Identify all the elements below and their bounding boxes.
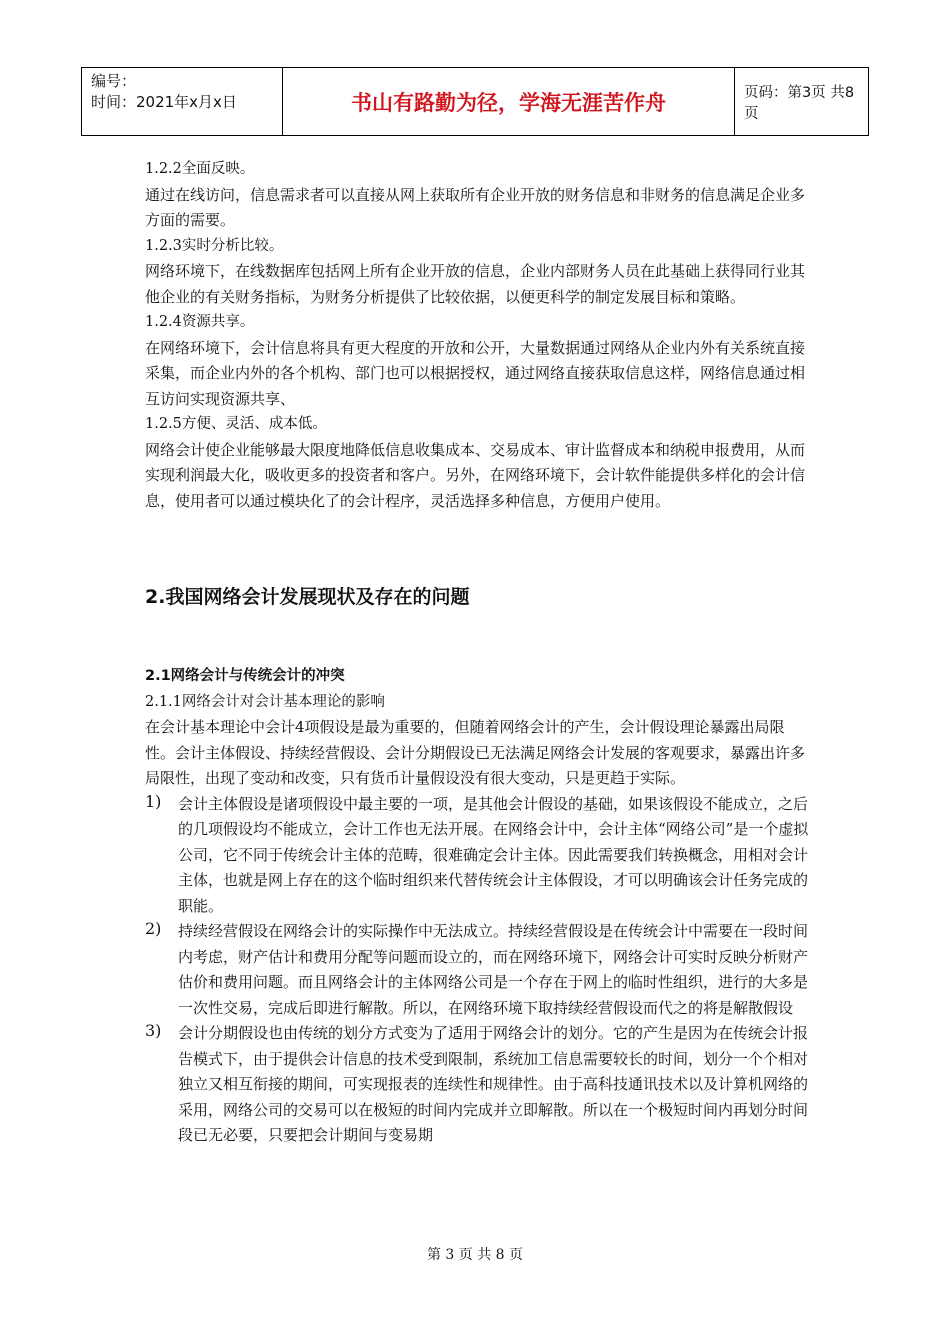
paragraph: 通过在线访问，信息需求者可以直接从网上获取所有企业开放的财务信息和非财务的信息满足企业多方面的需要。 <box>145 185 806 229</box>
section-2-1-title: 2.1网络会计与传统会计的冲突 <box>145 668 345 684</box>
page-footer: 第 3 页 共 8 页 <box>426 1247 524 1263</box>
paragraph: 网络环境下，在线数据库包括网上所有企业开放的信息，企业内部财务人员在此基础上获得同行业其他企业的有关财务指标，为财务分析提供了比较依据，以便更科学的制定发展目标和策略。 <box>145 262 806 306</box>
page-header <box>81 67 869 136</box>
list-number: 3) <box>145 1021 162 1040</box>
document-number-label: 编号： <box>91 72 137 90</box>
header-motto: 书山有路勤为径，学海无涯苦作舟 <box>283 68 735 135</box>
list-item-text: 会计主体假设是诸项假设中最主要的一项，是其他会计假设的基础，如果该假设不能成立，之后的几项假设均不能成立，会计工作也无法开展。在网络会计中，会计主体“网络公司”是一个虚拟公司，它不同于传统会计主体的范畴，很难确定会计主体。因此需要我们转换概念，用相对会计主体，也就是网上存在的这个临时组织来代替传统会计主体假设，才可以明确该会计任务完成的职能。 <box>178 794 809 915</box>
subheading-1-2-3: 1.2.3实时分析比较。 <box>145 237 284 254</box>
list-item <box>145 1021 810 1149</box>
list-item <box>145 792 810 920</box>
paragraph: 在会计基本理论中会计4项假设是最为重要的，但随着网络会计的产生，会计假设理论暴露出局限性。会计主体假设、持续经营假设、会计分期假设已无法满足网络会计发展的客观要求，暴露出许多局限性，出现了变动和改变，只有货币计量假设没有很大变动，只是更趋于实际。 <box>145 718 806 787</box>
list-number: 1) <box>145 791 162 811</box>
subheading-1-2-5: 1.2.5方便、灵活、成本低。 <box>145 416 327 432</box>
subheading-1-2-4: 1.2.4资源共享。 <box>145 314 255 330</box>
section-2-1-1-title: 2.1.1网络会计对会计基本理论的影响 <box>145 693 385 710</box>
section-2-title: 2.我国网络会计发展现状及存在的问题 <box>145 586 470 608</box>
document-body <box>145 157 810 1149</box>
paragraph: 网络会计使企业能够最大限度地降低信息收集成本、交易成本、审计监督成本和纳税申报费用，从而实现利润最大化，吸收更多的投资者和客户。另外，在网络环境下，会计软件能提供多样化的会计信息，使用者可以通过模块化了的会计程序，灵活选择多种信息，方便用户使用。 <box>145 440 806 510</box>
header-meta <box>82 68 283 135</box>
subheading-1-2-2: 1.2.2全面反映。 <box>145 161 255 177</box>
document-date-label: 时间：2021年x月x日 <box>91 93 237 111</box>
paragraph: 在网络环境下，会计信息将具有更大程度的开放和公开，大量数据通过网络从企业内外有关系统直接采集，而企业内外的各个机构、部门也可以根据授权，通过网络直接获取信息这样，网络信息通过相互访问实现资源共享、 <box>145 338 806 408</box>
header-page-code: 页码：第3页 共8页 <box>744 84 855 122</box>
list-number: 2) <box>145 919 162 938</box>
list-item-text: 会计分期假设也由传统的划分方式变为了适用于网络会计的划分。它的产生是因为在传统会计报告模式下，由于提供会计信息的技术受到限制，系统加工信息需要较长的时间，划分一个个相对独立又相互衔接的期间，可实现报表的连续性和规律性。由于高科技通讯技术以及计算机网络的采用，网络公司的交易可以在极短的时间内完成并立即解散。所以在一个极短时间内再划分时间段已无必要，只要把会计期间与变易期 <box>178 1024 809 1144</box>
list-item <box>145 919 810 1021</box>
list-item-text: 持续经营假设在网络会计的实际操作中无法成立。持续经营假设是在传统会计中需要在一段时间内考虑，财产估计和费用分配等问题而设立的，而在网络环境下，网络会计可实时反映分析财产估价和费用问题。而且网络会计的主体网络公司是一个存在于网上的临时性组织，进行的大多是一次性交易，完成后即进行解散。所以，在网络环境下取持续经营假设而代之的将是解散假设 <box>178 922 809 1017</box>
